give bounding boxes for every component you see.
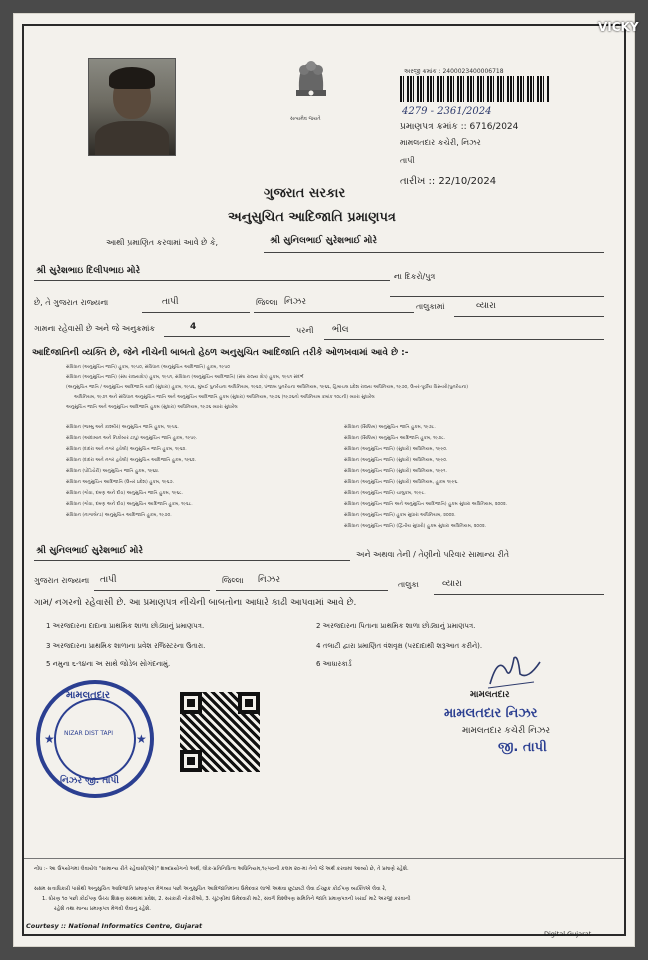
village-prefix: ગામના રહેવાસી છે અને જે અનુક્રમાંક (34, 324, 156, 333)
seal-bottom-text: નિઝર જી. તાપી (60, 776, 119, 786)
signatory-office: મામલતદાર કચેરી નિઝર (462, 726, 551, 736)
statement-text: આદિજાતિની વ્યક્તિ છે, જેને નીચેની બાબતો હેઠળ અનુસુચિત આદિજાતિ તરીકે ઓળખવામાં આવે છે :- (32, 348, 409, 358)
issuing-district: તાપી (400, 156, 415, 165)
order-left-4: સંવિધાન (દાદરા અને નગર હવેલી) અનુસુચિત આદિજાતિ હુકમ, ૧૯૬૨. (66, 458, 197, 463)
taluka-value: વ્યારા (476, 301, 496, 311)
order-right-6: સંવિધાન (અનુસુચિત જાતિ) (સુધારો) અધિનિયમ, હુકમ ૧૯૯૬. (344, 480, 459, 485)
taluka-label-2: તાલુકા (398, 580, 419, 589)
serial-number: 4 (190, 322, 197, 332)
jilla-label-2: જિલ્લા (222, 576, 244, 585)
jilla-label: જિલ્લા (256, 298, 278, 307)
order-left-3: સંવિધાન (દાદરા અને નગર હવેલી) અનુસુચિત જાતિ હુકમ, ૧૯૬૨. (66, 447, 187, 452)
government-title: ગુજરાત સરકાર (264, 186, 346, 201)
satyamev-jayate: સત્યમેવ જયતે (290, 116, 321, 122)
certificate-page (14, 14, 639, 946)
signature-icon (484, 650, 544, 692)
taluka-value-2: વ્યારા (442, 579, 462, 589)
applicant-photo (88, 58, 176, 156)
residence-line: ગામ/ નગરનો રહેવાસી છે. આ પ્રમાણપત્ર નીચેની બાબતોના આધારે કાઢી આપવામાં આવે છે. (34, 598, 357, 608)
relation-text: ના દિકરો/પુત્ર (394, 272, 436, 281)
family-text: અને અથવા તેની / તેણીનો પરિવાર સામાન્ય રીતે (356, 550, 510, 559)
order-left-8: સંવિધાન (ગોવા, દમણ અને દીવ) અનુસુચિત આદિજાતિ હુકમ, ૧૯૬૮. (66, 502, 193, 507)
order-right-9: સંવિધાન (અનુસુચિત જાતિ) હુકમ સુધારા અધિનિયમ, ૨૦૦૨. (344, 513, 456, 518)
barcode (400, 76, 550, 102)
state-district: તાપી (162, 297, 179, 307)
signatory-title: મામલતદાર (470, 690, 510, 700)
signatory-stamp-line-2: જી. તાપી (498, 740, 547, 755)
intro-text: આથી પ્રમાણિત કરવામાં આવે છે કે, (106, 238, 219, 247)
national-emblem-icon (286, 54, 336, 116)
order-right-8: સંવિધાન (અનુસુચિત જાતિ અને અનુસુચિત આદિજાતિ) હુકમ સુધારા અધિનિયમ, ૨૦૦૨. (344, 502, 508, 507)
father-name: શ્રી સુરેશભાઇ દિલીપભાઇ મોરે (36, 266, 141, 276)
seal-inner-text: NIZAR DIST TAPI (64, 730, 114, 737)
star-icon: ★ (44, 732, 55, 746)
law-line-3: (અનુસુચિત જાતિ / અનુસુચિત આદિજાતિ યાદી (સુધારા) હુકમ, ૧૯૫૬, મુંબઈ પુનર્રચના અધિનિયમ, ૧૯૬૦, પંજાબ પુનર્રચના અધિનિયમ, ૧૯૬૬, હિમાચલ પ્રદેશ રાજ્ય અધિનિયમ, ૧૯૭૦, ઉત્તર-પૂર્વીય વિસ્તારો(પુનર્રચના) (66, 385, 469, 390)
law-line-2: સંવિધાન (અનુસુચિત જાતિ) (સંઘ રાજ્યક્ષેત્ર) હુકમ, ૧૯૫૧, સંવિધાન (અનુસુચિત આદિજાતિ) (સંઘ રાજ્ય ક્ષેત્ર) હુકમ, ૧૯૫૧ સંદર્ભ (66, 375, 304, 380)
qr-code (178, 690, 262, 774)
law-line-4: અધિનિયમ, ૧૯૭૧ અને સંવિધાન અનુસુચિત જાતિ અને અનુસુચિત આદિજાતિ હુકમ (સુધારા) અધિનિયમ, ૧૯૭૬ (૧૯૭૬નો અધિનિયમ ક્રમાંક ૧૦૮ની) વ્યારા સુધારેલ (74, 395, 375, 400)
law-line-5: અનુસુચિત જાતિ અને અનુસુચિત આદિજાતિ હુકમ (સુધારા) અધિનિયમ, ૧૯૭૬ વ્યારા સુધારેલ (66, 405, 238, 410)
document-3: 3 અરજદારના પ્રાથમિક શાળાના પ્રવેશ રજિસ્ટરના ઉતારા. (46, 642, 206, 650)
document-2: 2 અરજદારના પિતાના પ્રાથમિક શાળા છોડ્યાનું પ્રમાણપત્ર. (316, 622, 476, 630)
order-left-6: સંવિધાન અનુસુચિત આદિજાતિ (ઉત્તર પ્રદેશ) હુકમ, ૧૯૬૭. (66, 480, 175, 485)
footer-courtesy: Courtesy :: National Informatics Centre, Gujarat (26, 922, 203, 930)
signatory-stamp-line-1: મામલતદાર નિઝર (444, 706, 538, 721)
order-right-1: સંવિધાન (સિક્કિમ) અનુસુચિત જાતિ હુકમ, ૧૯૭૮. (344, 425, 436, 430)
order-left-5: સંવિધાન (પોંડિચેરી) અનુસુચિત જાતિ હુકમ, ૧૯૬૪. (66, 469, 160, 474)
note-line-4: રહેશે તથા માન્ય પ્રમાણપત્ર મેળવી લેવાનું રહેશે. (54, 906, 151, 912)
office-seal (36, 680, 154, 798)
order-right-4: સંવિધાન (અનુસુચિત જાતિ) (સુધારો) અધિનિયમ, ૧૯૯૦. (344, 458, 448, 463)
certificate-title: અનુસુચિત આદિજાતિ પ્રમાણપત્ર (228, 210, 396, 225)
tribe-name: ભીલ (332, 325, 349, 335)
footer-brand: Digital Gujarat (544, 930, 592, 938)
seal-top-text: મામલતદાર (66, 690, 110, 701)
order-right-5: સંવિધાન (અનુસુચિત જાતિ) (સુધારો) અધિનિયમ, ૧૯૯૧. (344, 469, 448, 474)
order-right-2: સંવિધાન (સિક્કિમ) અનુસુચિત આદિજાતિ હુકમ, ૧૯૭૮. (344, 436, 446, 441)
state-prefix-2: ગુજરાત રાજ્યના (34, 576, 90, 585)
order-right-3: સંવિધાન (અનુસુચિત જાતિ) (સુધારો) અધિનિયમ, ૧૯૯૦. (344, 447, 448, 452)
page-label: પરની (296, 326, 314, 335)
order-right-10: સંવિધાન (અનુસુચિત જાતિ) (દ્વિતીય સુધારો) હુકમ સુધારા અધિનિયમ, ૨૦૦૨. (344, 524, 487, 529)
law-line-1: સંવિધાન (અનુસુચિત જાતિ) હુકમ, ૧૯૫૦, સંવિધાન (અનુસુચિત આદિજાતિ) હુકમ, ૧૯૫૦ (66, 365, 231, 370)
issue-date: તારીખ :: 22/10/2024 (400, 176, 497, 187)
jilla-value: નિઝર (284, 297, 306, 307)
star-icon: ★ (136, 732, 147, 746)
certificate-number: પ્રમાણપત્ર ક્રમાંક :: 6716/2024 (400, 122, 519, 132)
applicant-name-repeat: શ્રી સુનિલભાઈ સુરેશભાઈ મોરે (36, 546, 143, 556)
document-5: 5 નમુના ૬-૧૪ના અ સાથે જોડેલ સોગંદનામું. (46, 660, 171, 668)
order-left-2: સંવિધાન (આંદામાન અને નિકોબાર ટાપુ) અનુસુચિત જાતિ હુકમ, ૧૯૫૯. (66, 436, 198, 441)
issuing-office: મામલતદાર કચેરી, નિઝર (400, 138, 481, 147)
applicant-name: શ્રી સુનિલભાઈ સુરેશભાઈ મોરે (270, 236, 377, 246)
state-prefix: છે, તે ગુજરાત રાજ્યના (34, 298, 109, 307)
order-right-7: સંવિધાન (અનુસુચિત જાતિ) ચાલુકમ, ૧૯૯૮. (344, 491, 426, 496)
barcode-label: અરજી ક્રમાંક : 2400023400006718 (404, 68, 504, 75)
note-line-2: સક્ષમ સત્તાધિકારી પાસેથી અનુસુચિત આદિજાતિ પ્રમાણપત્ર મેળવ્યા પછી અનુસુચિત આદિજાતિમાંના ઉમેદવાર લાભો અથવા છૂટછાટો લેવા ઈચ્છુક કોઈપણ વ્યક્તિએ લેવા રે, (34, 886, 387, 892)
document-1: 1 અરજદારના દાદાના પ્રાથમિક શાળા છોડ્યાનું પ્રમાણપત્ર. (46, 622, 205, 630)
taluka-label: તાલુકામાં (416, 302, 445, 311)
handwritten-number: 4279 - 2361/2024 (402, 106, 492, 117)
watermark: VICKY (598, 20, 639, 34)
document-6: 6 આધારકાર્ડ (316, 660, 352, 668)
state-district-2: તાપી (100, 575, 117, 585)
note-line-1: નોંધ :- આ ઉપયોગમાં લેવાયેલ "સામાન્ય રીતે રહેવાસી(ઓ)" શબ્દપ્રયોગનો અર્થ, લોક-પ્રતિનિધિત્વ અધિનિયમ,૧૯૫૦ની કલમ ૨૦-માં તેનો જે અર્થ કરવામાં આવ્યો છે, તે પ્રમાણે રહેશે. (34, 866, 409, 872)
jilla-value-2: નિઝર (258, 575, 280, 585)
document-4: 4 તલાટી દ્વારા પ્રમાણિત વંશવૃક્ષ (પરદાદાથી શરૂઆત કરીને). (316, 642, 483, 650)
order-left-1: સંવિધાન (જમ્મુ અને કાશ્મીર) અનુસુચિત જાતિ હુકમ, ૧૯૫૬. (66, 425, 179, 430)
order-left-9: સંવિધાન (નાગાલેન્ડ) અનુસુચિત આદિજાતિ હુકમ, ૧૯૭૦. (66, 513, 172, 518)
order-left-7: સંવિધાન (ગોવા, દમણ અને દીવ) અનુસુચિત જાતિ હુકમ, ૧૯૬૮. (66, 491, 184, 496)
note-line-3: 1. ધોરણ ૧૦ પછી કોઈપણ ઉચ્ચ શિક્ષણ સંસ્થામાં પ્રવેશ, 2. સરકારી નોકરીઓ, 3. ચૂંટણીમાં ઉમેદવારી માટે, સંવર્ગ વિશ્લેષણ સમિતિને જાતિ પ્રમાણપત્રની ખરાઈ માટે અરજી કરવાની (42, 896, 411, 902)
